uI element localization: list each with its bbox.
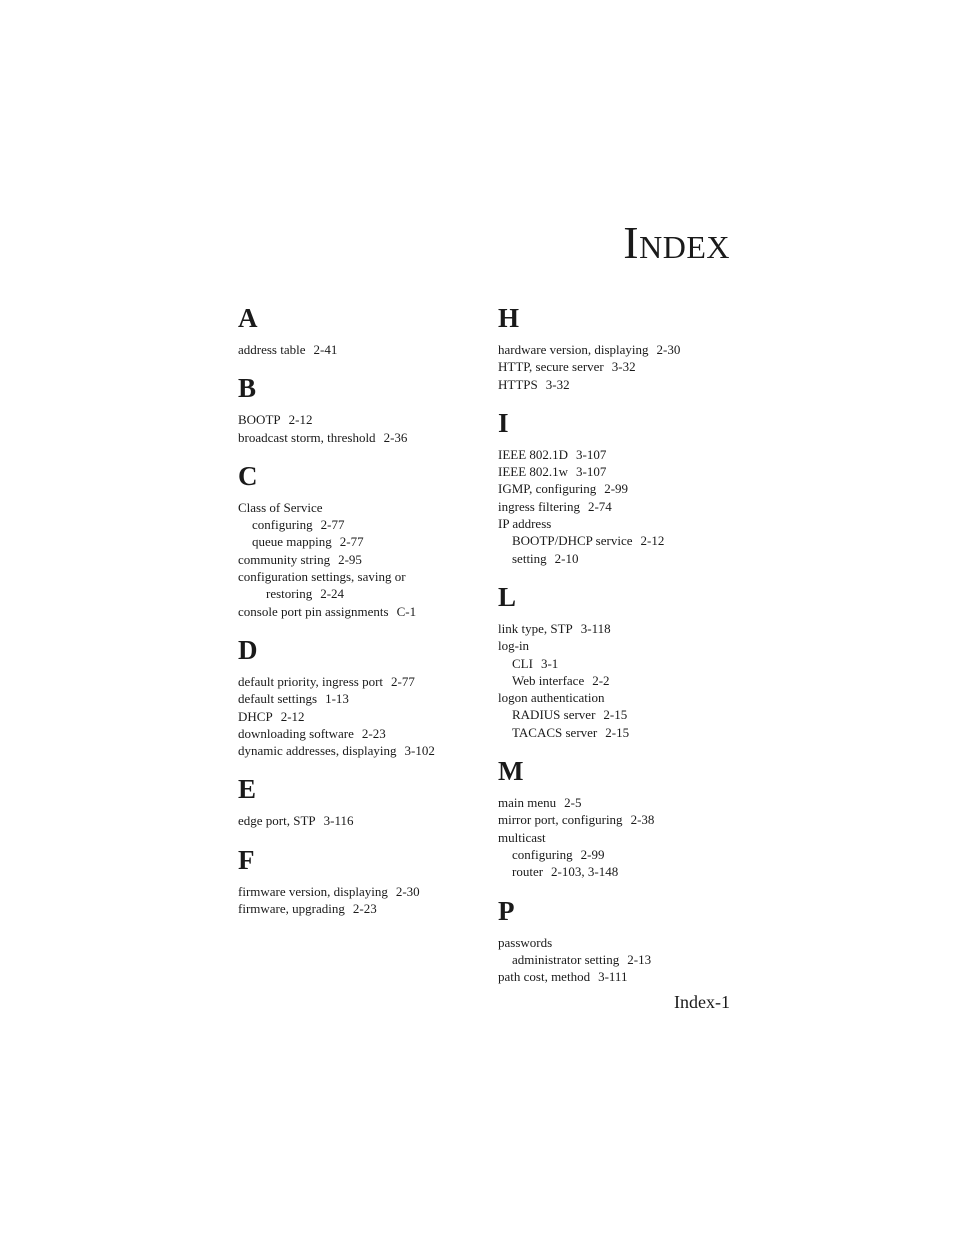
entry-term: broadcast storm, threshold [238, 429, 376, 445]
entry-term: passwords [498, 934, 553, 950]
section-letter: F [238, 844, 255, 875]
entry-page-ref: 3-32 [545, 376, 570, 392]
index-entry [498, 863, 738, 880]
index-entry [498, 498, 738, 515]
section-letter: C [238, 460, 258, 491]
index-entry [498, 706, 738, 723]
index-entry [498, 637, 738, 654]
entry-page-ref: C-1 [396, 603, 417, 619]
index-entry [498, 811, 738, 828]
entry-page-ref: 2-99 [580, 846, 605, 862]
entry-term: CLI [512, 655, 533, 671]
index-entry [498, 358, 738, 375]
index-entry [238, 551, 478, 568]
entry-term: RADIUS server [512, 707, 596, 723]
entry-page-ref: 2-41 [313, 342, 338, 357]
entry-term: IGMP, configuring [498, 481, 597, 497]
section-letter: M [498, 756, 524, 787]
index-section [238, 634, 478, 759]
entry-page-ref: 2-77 [320, 517, 345, 533]
index-entry [498, 846, 738, 863]
index-entry [238, 341, 478, 358]
index-entry [498, 655, 738, 672]
index-section [498, 895, 738, 986]
entry-page-ref: 2-30 [395, 883, 420, 899]
section-letter: B [238, 373, 257, 404]
index-entry [238, 429, 478, 446]
entry-page-ref: 2-95 [338, 551, 362, 567]
section-entries [238, 883, 478, 918]
entry-page-ref: 2-15 [603, 707, 628, 723]
entry-term: default priority, ingress port [238, 673, 384, 689]
index-entry [498, 794, 738, 811]
index-entry [498, 446, 738, 463]
entry-page-ref: 2-99 [604, 481, 629, 497]
index-section [498, 755, 738, 880]
page-title: Index [623, 217, 730, 268]
index-section [238, 773, 478, 829]
entry-page-ref: 3-107 [576, 446, 607, 462]
section-letter: E [238, 774, 257, 805]
entry-page-ref: 2-103, 3-148 [551, 864, 619, 880]
entry-term: configuring [252, 517, 313, 533]
page-footer: Index-1 [674, 992, 730, 1012]
section-entries [498, 446, 738, 567]
entry-term: DHCP [238, 708, 273, 724]
index-entry [498, 934, 738, 951]
entry-page-ref: 2-13 [627, 951, 652, 967]
entry-term: BOOTP/DHCP service [512, 533, 633, 549]
entry-term: link type, STP [498, 620, 573, 636]
entry-page-ref: 2-77 [391, 673, 415, 689]
entry-term: downloading software [238, 725, 354, 741]
entry-page-ref: 1-13 [325, 691, 349, 707]
index-entry [238, 708, 478, 725]
entry-page-ref: 2-24 [320, 586, 345, 602]
section-entries [238, 411, 478, 446]
index-entry [498, 515, 738, 532]
index-entry [238, 516, 478, 533]
entry-page-ref: 2-12 [288, 412, 313, 428]
entry-page-ref: 2-36 [383, 429, 408, 445]
entry-term: IP address [498, 516, 552, 532]
index-entry [498, 829, 738, 846]
entry-term: firmware, upgrading [238, 901, 345, 917]
entry-page-ref: 2-15 [605, 724, 630, 740]
section-entries [498, 620, 738, 741]
entry-term: mirror port, configuring [498, 812, 623, 828]
index-section [238, 302, 478, 358]
entry-term: dynamic addresses, displaying [238, 743, 397, 759]
index-entry [498, 620, 738, 637]
entry-page-ref: 2-10 [554, 550, 579, 566]
entry-term: HTTPS [498, 376, 538, 392]
section-letter: D [238, 634, 258, 665]
entry-term: main menu [498, 795, 557, 811]
entry-term: logon authentication [498, 690, 605, 706]
index-entry [498, 689, 738, 706]
section-letter: I [498, 407, 509, 438]
entry-term: Web interface [512, 672, 585, 688]
entry-page-ref: 2-23 [361, 725, 386, 741]
entry-term: configuration settings, saving or [238, 569, 406, 585]
index-entry [498, 968, 738, 985]
entry-page-ref: 2-12 [280, 708, 305, 724]
section-letter: A [238, 303, 258, 333]
entry-page-ref: 3-118 [580, 620, 611, 636]
index-entry [238, 673, 478, 690]
entry-page-ref: 2-5 [564, 795, 582, 811]
index-entry [238, 742, 478, 759]
entry-term: console port pin assignments [238, 603, 389, 619]
index-entry [498, 550, 738, 567]
entry-term: administrator setting [512, 951, 620, 967]
section-entries [238, 673, 478, 759]
index-entry [498, 724, 738, 741]
index-entry [238, 585, 478, 602]
entry-term: queue mapping [252, 534, 332, 550]
entry-page-ref: 2-74 [587, 498, 612, 514]
entry-term: configuring [512, 846, 573, 862]
entry-term: HTTP, secure server [498, 359, 604, 375]
entry-page-ref: 3-116 [323, 813, 354, 829]
entry-page-ref: 2-38 [630, 812, 655, 828]
entry-term: path cost, method [498, 969, 591, 985]
entry-term: TACACS server [512, 724, 598, 740]
index-column-left [238, 302, 478, 931]
section-entries [498, 794, 738, 880]
index-entry [238, 568, 478, 585]
entry-page-ref: 3-102 [404, 743, 435, 759]
index-section [498, 581, 738, 741]
entry-term: default settings [238, 691, 318, 707]
index-entry [238, 533, 478, 550]
index-entry [498, 532, 738, 549]
entry-term: edge port, STP [238, 813, 316, 829]
section-entries [238, 812, 478, 829]
entry-page-ref: 3-32 [611, 359, 636, 375]
section-entries [238, 341, 478, 358]
index-entry [238, 900, 478, 917]
entry-term: Class of Service [238, 499, 323, 515]
index-column-right [498, 302, 738, 999]
entry-term: hardware version, displaying [498, 342, 649, 357]
entry-term: BOOTP [238, 412, 281, 428]
entry-page-ref: 2-77 [339, 534, 364, 550]
entry-term: IEEE 802.1D [498, 446, 569, 462]
entry-term: address table [238, 342, 306, 357]
entry-term: IEEE 802.1w [498, 464, 569, 480]
section-entries [238, 499, 478, 620]
index-entry [238, 725, 478, 742]
entry-term: ingress filtering [498, 498, 580, 514]
section-entries [498, 934, 738, 986]
entry-page-ref: 2-30 [656, 342, 681, 357]
section-letter: H [498, 303, 520, 333]
index-entry [498, 341, 738, 358]
index-entry [238, 411, 478, 428]
entry-page-ref: 3-107 [576, 464, 607, 480]
entry-term: log-in [498, 638, 530, 654]
section-entries [498, 341, 738, 393]
index-entry [498, 480, 738, 497]
entry-term: community string [238, 551, 331, 567]
index-section [498, 407, 738, 567]
index-entry [498, 376, 738, 393]
index-section [498, 302, 738, 393]
section-letter: L [498, 581, 517, 612]
index-section [238, 460, 478, 620]
index-entry [498, 672, 738, 689]
entry-page-ref: 2-23 [352, 901, 377, 917]
index-entry [238, 603, 478, 620]
entry-page-ref: 2-2 [592, 672, 610, 688]
entry-term: setting [512, 550, 547, 566]
index-entry [238, 499, 478, 516]
entry-term: multicast [498, 829, 546, 845]
entry-page-ref: 3-111 [598, 969, 628, 985]
entry-term: firmware version, displaying [238, 883, 388, 899]
index-entry [498, 463, 738, 480]
entry-term: restoring [266, 586, 313, 602]
entry-term: router [512, 864, 544, 880]
index-entry [238, 883, 478, 900]
index-section [238, 844, 478, 918]
entry-page-ref: 2-12 [640, 533, 665, 549]
index-entry [238, 690, 478, 707]
index-entry [238, 812, 478, 829]
section-letter: P [498, 895, 515, 926]
entry-page-ref: 3-1 [540, 655, 559, 671]
index-entry [498, 951, 738, 968]
index-section [238, 372, 478, 446]
